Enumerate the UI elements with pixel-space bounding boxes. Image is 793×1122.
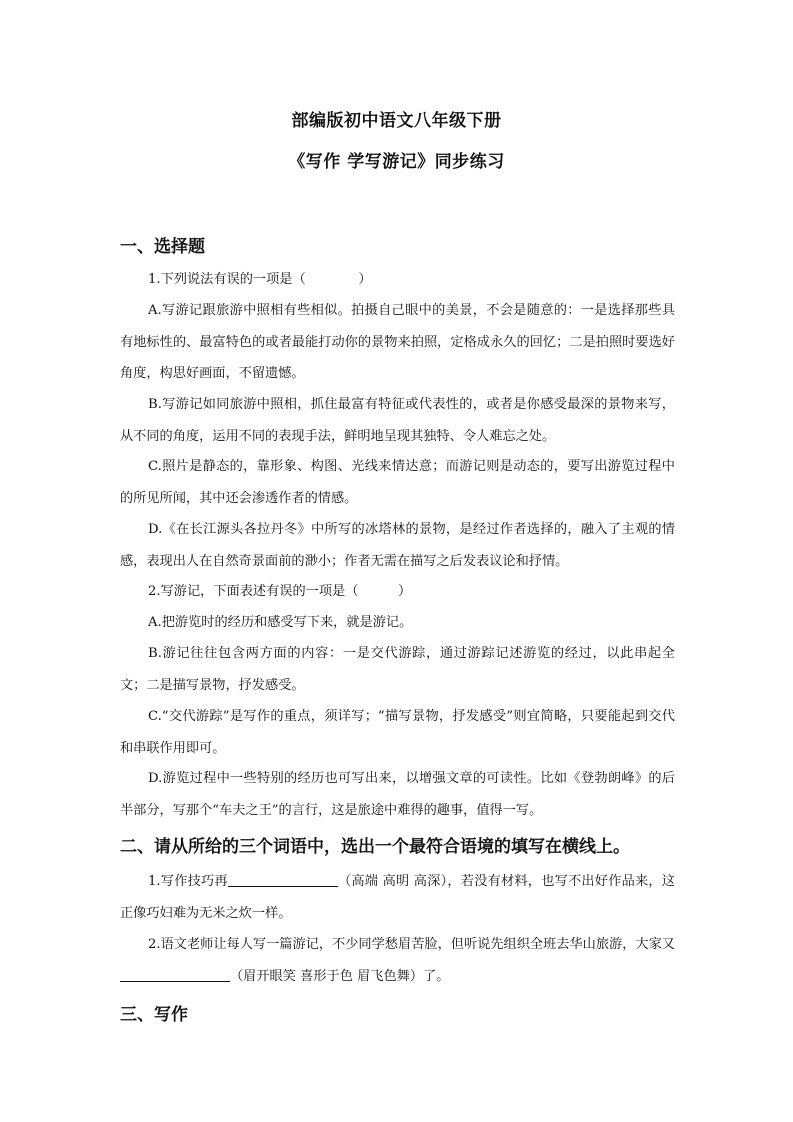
question-1-stem: 1.下列说法有误的一项是（ ） [148, 272, 372, 287]
question-2-option-d: D.游览过程中一些特别的经历也可写出来，以增强文章的可读性。比如《登勃朗峰》的后半部分，写那个“车夫之王”的言行，这是旅途中难得的趣事，值得一写。 [120, 771, 675, 818]
fill-question-2-text-after: （眉开眼笑 喜形于色 眉飞色舞）了。 [230, 968, 450, 984]
question-1-option-b: B.写游记如同旅游中照相，抓住最富有特征或代表性的，或者是你感受最深的景物来写，从不同的角度，运用不同的表现手法，鲜明地呈现其独特、令人难忘之处。 [120, 397, 675, 444]
fill-question-1-text-before: 1.写作技巧再 [148, 874, 228, 889]
fill-question-1-text-after: （高端 高明 高深），若没有材料，也写不出好作品来，这正像巧妇难为无米之炊一样。 [120, 874, 675, 921]
fill-question-2 [120, 929, 675, 992]
fill-question-1 [120, 866, 675, 929]
section-heading-choice: 一、选择题 [120, 237, 205, 257]
question-1-option-c: C.照片是静态的，靠形象、构图、光线来情达意；而游记则是动态的，要写出游览过程中的所见所闻，其中还会渗透作者的情感。 [120, 459, 675, 506]
question-2-stem: 2.写游记，下面表述有误的一项是（ ） [148, 584, 412, 599]
question-1-option-a: A.写游记跟旅游中照相有些相似。拍摄自己眼中的美景，不会是随意的：一是选择那些具有地标性的、最富特色的或者最能打动你的景物来拍照，定格成永久的回忆；二是拍照时要选好角度，构思好画面，不留遗憾。 [120, 303, 675, 381]
fill-blank-2[interactable] [120, 967, 230, 982]
question-2-option-c: C.“交代游踪”是写作的重点，须详写；“描写景物，抒发感受”则宜简略，只要能起到交代和串联作用即可。 [120, 709, 675, 756]
question-2-option-a: A.把游览时的经历和感受写下来，就是游记。 [148, 615, 413, 630]
section-heading-fill: 二、请从所给的三个词语中，选出一个最符合语境的填写在横线上。 [120, 837, 630, 857]
fill-blank-1[interactable] [228, 872, 338, 887]
section-heading-writing: 三、写作 [120, 1005, 188, 1025]
question-2-option-b: B.游记往往包含两方面的内容：一是交代游踪，通过游踪记述游览的经过，以此串起全文；二是描写景物，抒发感受。 [120, 646, 675, 693]
document-title: 部编版初中语文八年级下册 [291, 111, 502, 131]
question-1-option-d: D.《在长江源头各拉丹冬》中所写的冰塔林的景物，是经过作者选择的，融入了主观的情感，表现出人在自然奇景面前的渺小；作者无需在描写之后发表议论和抒情。 [120, 522, 675, 569]
document-subtitle: 《写作 学写游记》同步练习 [288, 152, 505, 172]
fill-question-2-text-before: 2.语文老师让每人写一篇游记，不少同学愁眉苦脸，但听说先组织全班去华山旅游，大家又 [148, 937, 675, 952]
